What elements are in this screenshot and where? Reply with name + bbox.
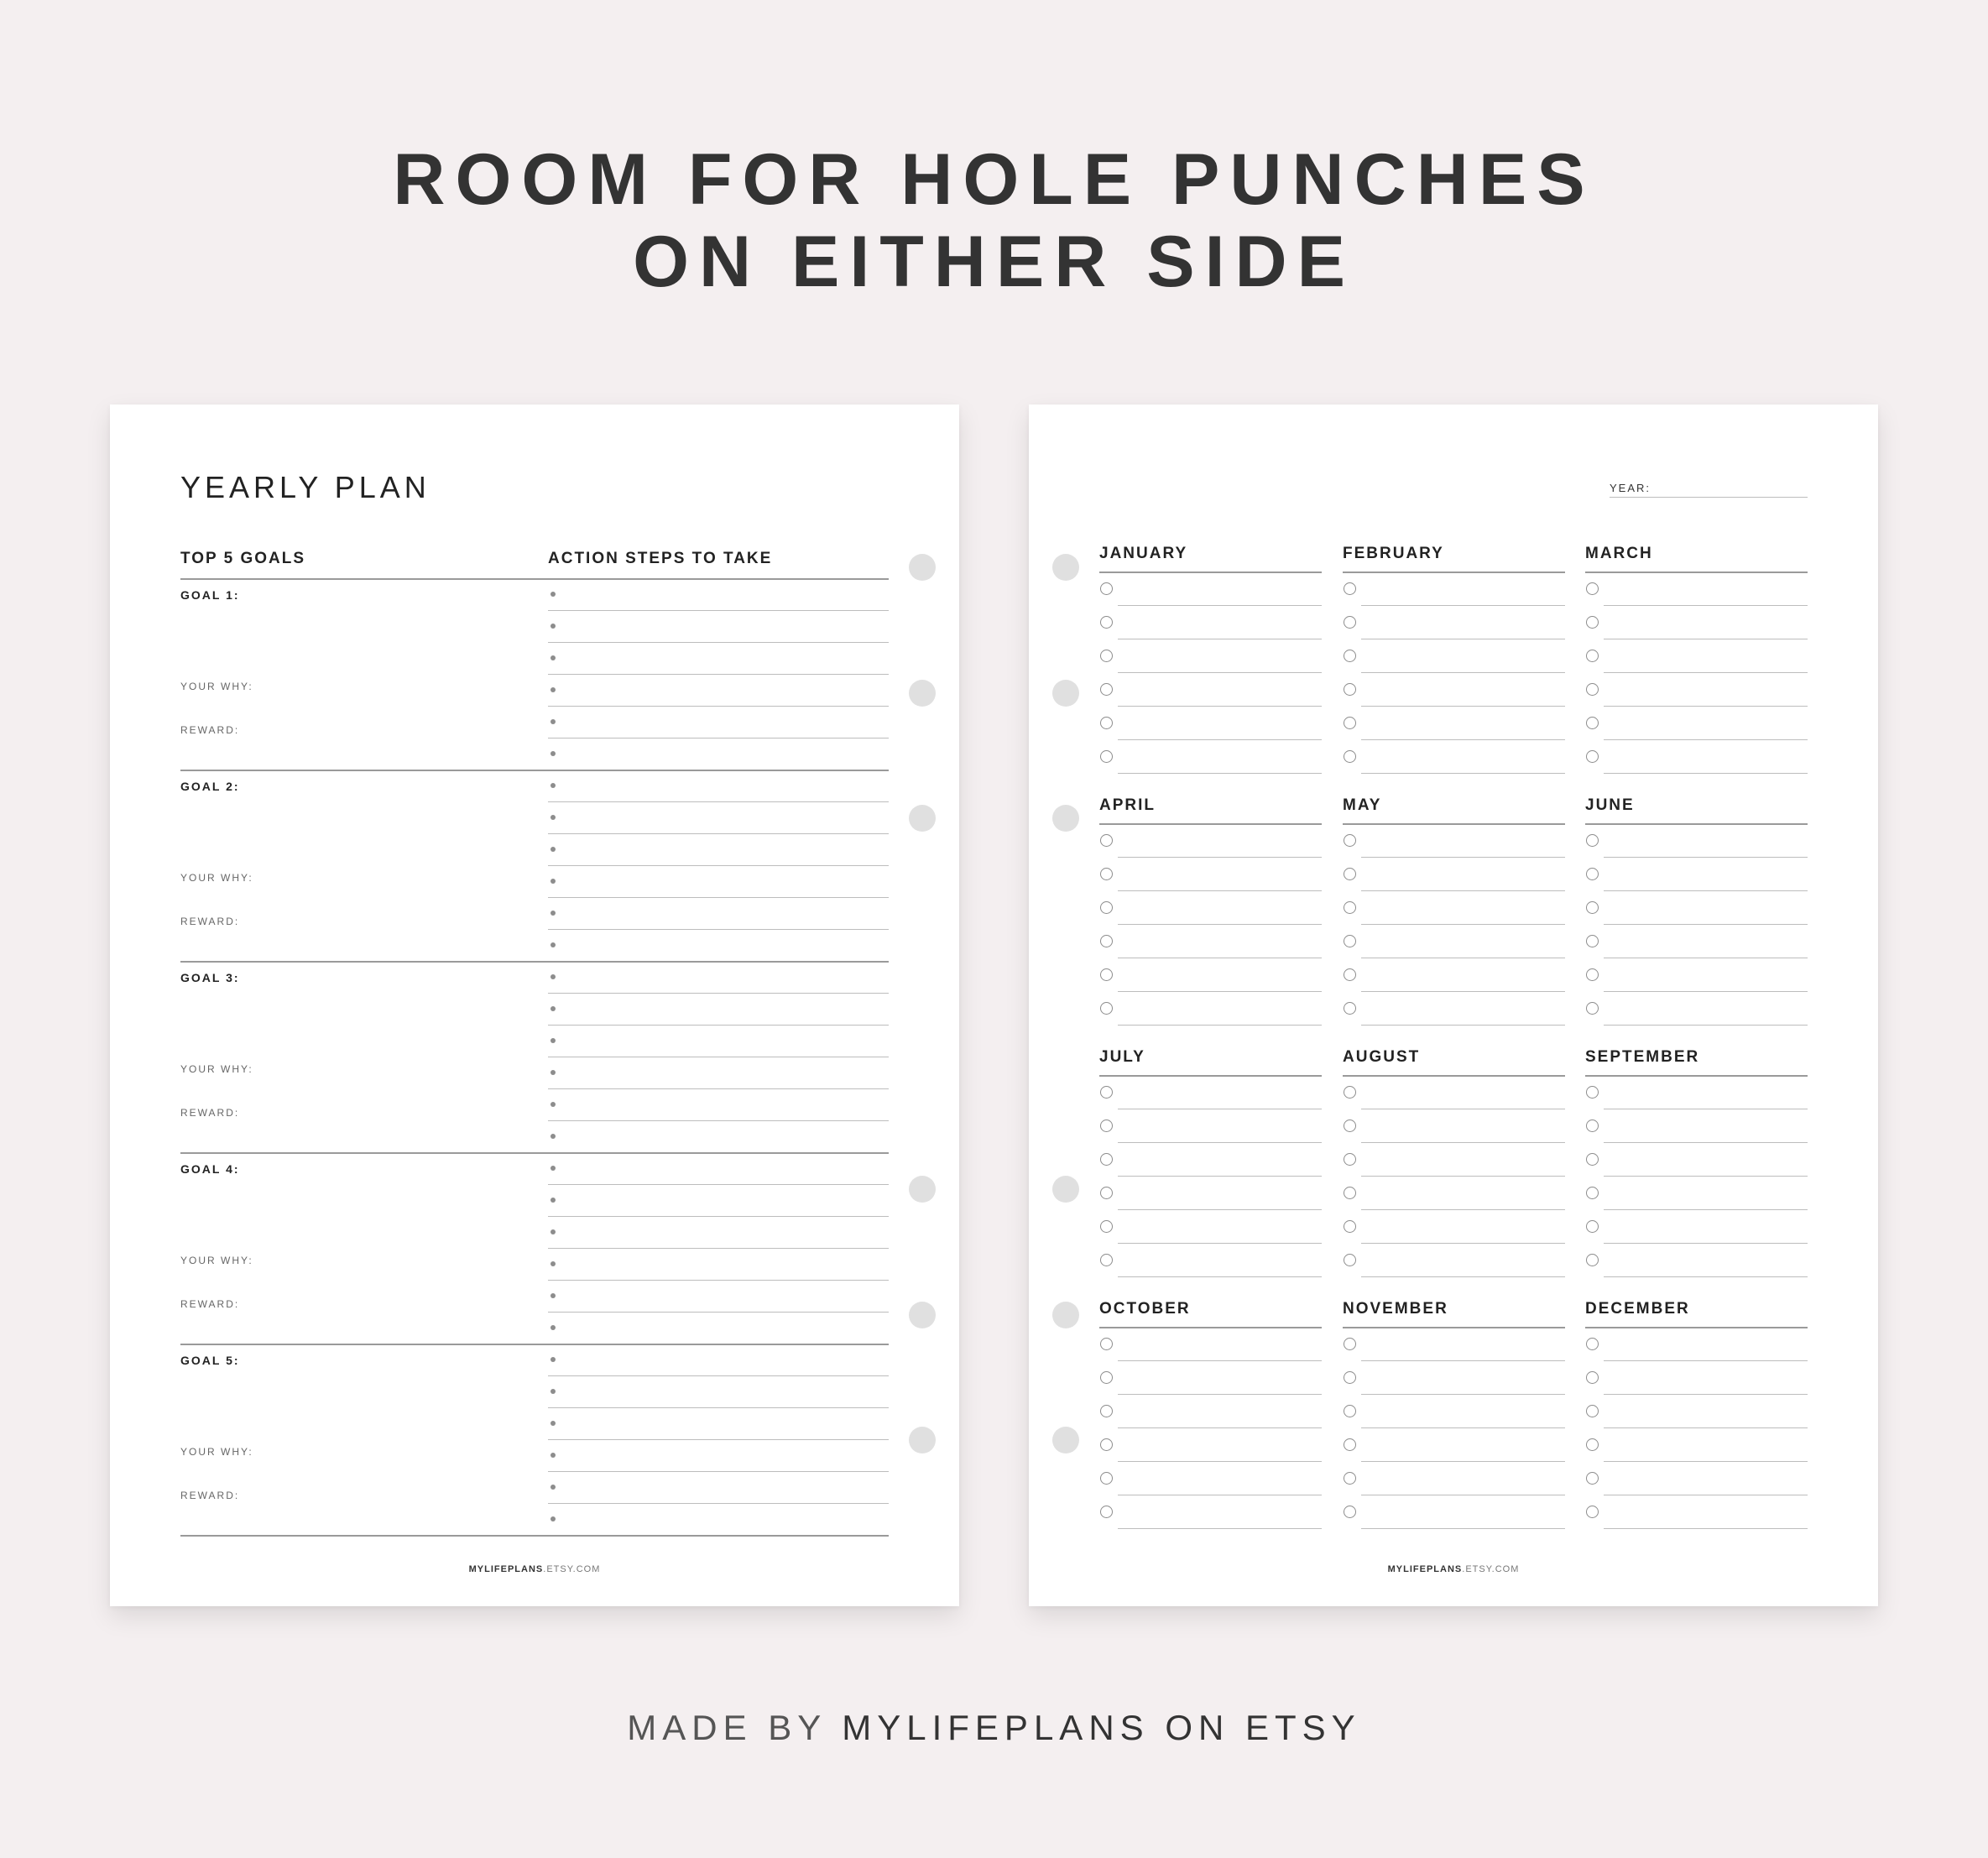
action-step-line[interactable] <box>548 929 889 930</box>
checkbox-circle-icon[interactable] <box>1586 1338 1599 1350</box>
task-line[interactable] <box>1361 924 1565 925</box>
action-step-line[interactable] <box>548 706 889 707</box>
reward-label: REWARD: <box>180 1490 240 1501</box>
goal-divider <box>180 1344 889 1345</box>
checkbox-circle-icon[interactable] <box>1586 717 1599 729</box>
task-line[interactable] <box>1361 1394 1565 1395</box>
bullet-icon <box>550 1261 556 1266</box>
checkbox-circle-icon[interactable] <box>1344 901 1356 914</box>
month-header: AUGUST <box>1343 1048 1421 1066</box>
checkbox-circle-icon[interactable] <box>1586 1153 1599 1166</box>
task-line[interactable] <box>1604 1394 1808 1395</box>
yearly-plan-page <box>110 404 959 1606</box>
punch-hole-icon <box>1052 1427 1079 1454</box>
checkbox-circle-icon[interactable] <box>1344 1438 1356 1451</box>
task-line[interactable] <box>1118 773 1322 774</box>
month-rule <box>1343 1327 1565 1328</box>
task-line[interactable] <box>1118 706 1322 707</box>
punch-hole-icon <box>909 680 936 707</box>
bullet-icon <box>550 655 556 660</box>
task-line[interactable] <box>1604 1461 1808 1462</box>
task-line[interactable] <box>1361 1528 1565 1529</box>
task-line[interactable] <box>1118 1276 1322 1277</box>
task-line[interactable] <box>1118 991 1322 992</box>
bullet-icon <box>550 624 556 629</box>
task-line[interactable] <box>1604 773 1808 774</box>
task-line[interactable] <box>1361 1427 1565 1428</box>
credit-prefix: MADE BY <box>627 1708 843 1747</box>
month-rule <box>1343 823 1565 825</box>
task-line[interactable] <box>1361 857 1565 858</box>
credit-line <box>0 1708 1988 1748</box>
month-header: APRIL <box>1099 796 1156 814</box>
task-line[interactable] <box>1604 1360 1808 1361</box>
task-line[interactable] <box>1118 1360 1322 1361</box>
task-line[interactable] <box>1361 1142 1565 1143</box>
goal-label: GOAL 2: <box>180 780 240 793</box>
goal-label: GOAL 3: <box>180 971 240 984</box>
task-line[interactable] <box>1604 706 1808 707</box>
punch-hole-icon <box>1052 554 1079 581</box>
bullet-icon <box>550 1293 556 1298</box>
page-footer <box>1029 1564 1878 1574</box>
checkbox-circle-icon[interactable] <box>1586 1438 1599 1451</box>
checkbox-circle-icon[interactable] <box>1586 650 1599 662</box>
checkbox-circle-icon[interactable] <box>1586 868 1599 880</box>
task-line[interactable] <box>1604 739 1808 740</box>
bullet-icon <box>550 1166 556 1171</box>
task-line[interactable] <box>1604 1176 1808 1177</box>
month-header: FEBRUARY <box>1343 545 1444 562</box>
bullet-icon <box>550 1516 556 1521</box>
checkbox-circle-icon[interactable] <box>1586 750 1599 763</box>
task-line[interactable] <box>1361 773 1565 774</box>
bullet-icon <box>550 942 556 947</box>
month-header: MARCH <box>1585 545 1653 562</box>
checkbox-circle-icon[interactable] <box>1344 650 1356 662</box>
action-step-line[interactable] <box>548 1407 889 1408</box>
checkbox-circle-icon[interactable] <box>1100 1371 1113 1384</box>
month-rule <box>1099 1075 1322 1077</box>
task-line[interactable] <box>1604 991 1808 992</box>
checkbox-circle-icon[interactable] <box>1344 1187 1356 1199</box>
checkbox-circle-icon[interactable] <box>1586 935 1599 947</box>
year-field-line <box>1610 497 1808 498</box>
page-footer <box>110 1564 959 1574</box>
footer-domain: .ETSY.COM <box>543 1564 601 1574</box>
bullet-icon <box>550 783 556 788</box>
bullet-icon <box>550 1006 556 1011</box>
task-line[interactable] <box>1118 605 1322 606</box>
bullet-icon <box>550 1453 556 1458</box>
checkbox-circle-icon[interactable] <box>1344 683 1356 696</box>
reward-label: REWARD: <box>180 1298 240 1310</box>
checkbox-circle-icon[interactable] <box>1344 1153 1356 1166</box>
action-step-line[interactable] <box>548 833 889 834</box>
page-title: YEARLY PLAN <box>180 470 430 504</box>
checkbox-circle-icon[interactable] <box>1344 1506 1356 1518</box>
action-step-line[interactable] <box>548 1248 889 1249</box>
your-why-label: YOUR WHY: <box>180 1446 253 1458</box>
footer-brand: MYLIFEPLANS <box>468 1564 544 1574</box>
punch-hole-icon <box>1052 1176 1079 1203</box>
checkbox-circle-icon[interactable] <box>1586 834 1599 847</box>
header-rule <box>180 578 889 580</box>
reward-label: REWARD: <box>180 916 240 927</box>
month-header: NOVEMBER <box>1343 1300 1448 1318</box>
checkbox-circle-icon[interactable] <box>1586 968 1599 981</box>
checkbox-circle-icon[interactable] <box>1586 1506 1599 1518</box>
task-line[interactable] <box>1118 857 1322 858</box>
bullet-icon <box>550 1038 556 1043</box>
checkbox-circle-icon[interactable] <box>1344 1254 1356 1266</box>
task-line[interactable] <box>1604 857 1808 858</box>
checkbox-circle-icon[interactable] <box>1100 1506 1113 1518</box>
bullet-icon <box>550 719 556 724</box>
checkbox-circle-icon[interactable] <box>1100 1254 1113 1266</box>
your-why-label: YOUR WHY: <box>180 681 253 692</box>
action-step-line[interactable] <box>548 865 889 866</box>
task-line[interactable] <box>1604 890 1808 891</box>
goal-label: GOAL 1: <box>180 588 240 602</box>
task-line[interactable] <box>1361 890 1565 891</box>
task-line[interactable] <box>1604 1243 1808 1244</box>
action-step-line[interactable] <box>548 1088 889 1089</box>
checkbox-circle-icon[interactable] <box>1586 582 1599 595</box>
checkbox-circle-icon[interactable] <box>1344 750 1356 763</box>
task-line[interactable] <box>1604 1209 1808 1210</box>
task-line[interactable] <box>1118 890 1322 891</box>
month-header: JANUARY <box>1099 545 1188 562</box>
bullet-icon <box>550 751 556 756</box>
month-rule <box>1099 823 1322 825</box>
goal-divider <box>180 1535 889 1537</box>
monthly-goals-page <box>1029 404 1878 1606</box>
task-line[interactable] <box>1361 605 1565 606</box>
bullet-icon <box>550 847 556 852</box>
task-line[interactable] <box>1118 739 1322 740</box>
task-line[interactable] <box>1604 1025 1808 1026</box>
month-header: MAY <box>1343 796 1382 814</box>
checkbox-circle-icon[interactable] <box>1344 1338 1356 1350</box>
task-line[interactable] <box>1604 1528 1808 1529</box>
footer-brand: MYLIFEPLANS <box>1387 1564 1463 1574</box>
checkbox-circle-icon[interactable] <box>1100 1472 1113 1485</box>
month-header: OCTOBER <box>1099 1300 1191 1318</box>
month-rule <box>1343 571 1565 573</box>
action-step-line[interactable] <box>548 1120 889 1121</box>
task-line[interactable] <box>1361 1461 1565 1462</box>
task-line[interactable] <box>1604 1276 1808 1277</box>
checkbox-circle-icon[interactable] <box>1344 968 1356 981</box>
punch-hole-icon <box>909 1176 936 1203</box>
bullet-icon <box>550 1485 556 1490</box>
action-step-line[interactable] <box>548 610 889 611</box>
checkbox-circle-icon[interactable] <box>1344 1371 1356 1384</box>
task-line[interactable] <box>1604 1427 1808 1428</box>
checkbox-circle-icon[interactable] <box>1100 1119 1113 1132</box>
checkbox-circle-icon[interactable] <box>1100 683 1113 696</box>
action-step-line[interactable] <box>548 993 889 994</box>
punch-hole-icon <box>1052 805 1079 832</box>
month-header: JUNE <box>1585 796 1635 814</box>
month-rule <box>1099 1327 1322 1328</box>
task-line[interactable] <box>1118 1394 1322 1395</box>
checkbox-circle-icon[interactable] <box>1100 1438 1113 1451</box>
action-step-line[interactable] <box>548 1025 889 1026</box>
goal-label: GOAL 5: <box>180 1354 240 1367</box>
bullet-icon <box>550 1134 556 1139</box>
checkbox-circle-icon[interactable] <box>1344 834 1356 847</box>
month-rule <box>1585 1327 1808 1328</box>
task-line[interactable] <box>1604 1142 1808 1143</box>
checkbox-circle-icon[interactable] <box>1100 935 1113 947</box>
reward-label: REWARD: <box>180 724 240 736</box>
reward-label: REWARD: <box>180 1107 240 1119</box>
action-step-line[interactable] <box>548 1216 889 1217</box>
checkbox-circle-icon[interactable] <box>1344 1002 1356 1015</box>
action-step-line[interactable] <box>548 1439 889 1440</box>
headline <box>0 138 1988 303</box>
action-step-line[interactable] <box>548 1375 889 1376</box>
bullet-icon <box>550 1325 556 1330</box>
task-line[interactable] <box>1361 991 1565 992</box>
task-line[interactable] <box>1604 924 1808 925</box>
action-step-line[interactable] <box>548 1184 889 1185</box>
bullet-icon <box>550 1102 556 1107</box>
checkbox-circle-icon[interactable] <box>1100 750 1113 763</box>
checkbox-circle-icon[interactable] <box>1344 1119 1356 1132</box>
credit-brand: MYLIFEPLANS ON ETSY <box>842 1708 1361 1747</box>
checkbox-circle-icon[interactable] <box>1100 650 1113 662</box>
your-why-label: YOUR WHY: <box>180 872 253 884</box>
punch-hole-icon <box>1052 1302 1079 1328</box>
task-line[interactable] <box>1361 1176 1565 1177</box>
checkbox-circle-icon[interactable] <box>1344 616 1356 629</box>
bullet-icon <box>550 1070 556 1075</box>
bullet-icon <box>550 974 556 979</box>
month-rule <box>1585 823 1808 825</box>
checkbox-circle-icon[interactable] <box>1586 901 1599 914</box>
month-header: JULY <box>1099 1048 1145 1066</box>
action-steps-header: ACTION STEPS TO TAKE <box>548 550 773 567</box>
goal-divider <box>180 1152 889 1154</box>
checkbox-circle-icon[interactable] <box>1100 582 1113 595</box>
checkbox-circle-icon[interactable] <box>1586 1371 1599 1384</box>
task-line[interactable] <box>1361 1243 1565 1244</box>
checkbox-circle-icon[interactable] <box>1586 1220 1599 1233</box>
checkbox-circle-icon[interactable] <box>1100 1405 1113 1417</box>
action-step-line[interactable] <box>548 801 889 802</box>
checkbox-circle-icon[interactable] <box>1344 582 1356 595</box>
task-line[interactable] <box>1604 672 1808 673</box>
checkbox-circle-icon[interactable] <box>1586 683 1599 696</box>
checkbox-circle-icon[interactable] <box>1100 1338 1113 1350</box>
task-line[interactable] <box>1118 1243 1322 1244</box>
month-rule <box>1585 1075 1808 1077</box>
checkbox-circle-icon[interactable] <box>1586 616 1599 629</box>
checkbox-circle-icon[interactable] <box>1586 1405 1599 1417</box>
action-step-line[interactable] <box>548 1471 889 1472</box>
bullet-icon <box>550 592 556 597</box>
month-rule <box>1585 571 1808 573</box>
action-step-line[interactable] <box>548 674 889 675</box>
task-line[interactable] <box>1361 739 1565 740</box>
goal-label: GOAL 4: <box>180 1162 240 1176</box>
checkbox-circle-icon[interactable] <box>1344 1086 1356 1099</box>
checkbox-circle-icon[interactable] <box>1100 1086 1113 1099</box>
task-line[interactable] <box>1118 1142 1322 1143</box>
checkbox-circle-icon[interactable] <box>1100 901 1113 914</box>
bullet-icon <box>550 815 556 820</box>
checkbox-circle-icon[interactable] <box>1586 1472 1599 1485</box>
task-line[interactable] <box>1118 924 1322 925</box>
month-rule <box>1099 571 1322 573</box>
checkbox-circle-icon[interactable] <box>1100 1002 1113 1015</box>
checkbox-circle-icon[interactable] <box>1586 1002 1599 1015</box>
action-step-line[interactable] <box>548 897 889 898</box>
year-label: YEAR: <box>1610 482 1651 494</box>
checkbox-circle-icon[interactable] <box>1100 717 1113 729</box>
punch-hole-icon <box>1052 680 1079 707</box>
task-line[interactable] <box>1118 1427 1322 1428</box>
bullet-icon <box>550 1389 556 1394</box>
task-line[interactable] <box>1118 1025 1322 1026</box>
checkbox-circle-icon[interactable] <box>1344 1405 1356 1417</box>
task-line[interactable] <box>1361 1360 1565 1361</box>
checkbox-circle-icon[interactable] <box>1586 1187 1599 1199</box>
month-rule <box>1343 1075 1565 1077</box>
checkbox-circle-icon[interactable] <box>1344 1220 1356 1233</box>
checkbox-circle-icon[interactable] <box>1586 1119 1599 1132</box>
footer-domain: .ETSY.COM <box>1462 1564 1520 1574</box>
punch-hole-icon <box>909 1427 936 1454</box>
action-step-line[interactable] <box>548 738 889 739</box>
task-line[interactable] <box>1361 672 1565 673</box>
goal-divider <box>180 961 889 963</box>
action-step-line[interactable] <box>548 642 889 643</box>
bullet-icon <box>550 1229 556 1234</box>
bullet-icon <box>550 1198 556 1203</box>
top-goals-header: TOP 5 GOALS <box>180 550 306 567</box>
goal-divider <box>180 770 889 771</box>
task-line[interactable] <box>1604 605 1808 606</box>
punch-hole-icon <box>909 805 936 832</box>
headline-line-1: ROOM FOR HOLE PUNCHES <box>393 139 1595 220</box>
bullet-icon <box>550 911 556 916</box>
checkbox-circle-icon[interactable] <box>1344 717 1356 729</box>
checkbox-circle-icon[interactable] <box>1100 1220 1113 1233</box>
checkbox-circle-icon[interactable] <box>1100 616 1113 629</box>
task-line[interactable] <box>1361 1276 1565 1277</box>
checkbox-circle-icon[interactable] <box>1100 968 1113 981</box>
checkbox-circle-icon[interactable] <box>1344 935 1356 947</box>
checkbox-circle-icon[interactable] <box>1344 868 1356 880</box>
action-step-line[interactable] <box>548 1503 889 1504</box>
task-line[interactable] <box>1118 1528 1322 1529</box>
task-line[interactable] <box>1118 672 1322 673</box>
bullet-icon <box>550 879 556 884</box>
task-line[interactable] <box>1118 1209 1322 1210</box>
task-line[interactable] <box>1361 1209 1565 1210</box>
your-why-label: YOUR WHY: <box>180 1063 253 1075</box>
month-header: SEPTEMBER <box>1585 1048 1700 1066</box>
action-step-line[interactable] <box>548 1312 889 1313</box>
punch-hole-icon <box>909 1302 936 1328</box>
checkbox-circle-icon[interactable] <box>1344 1472 1356 1485</box>
action-step-line[interactable] <box>548 1280 889 1281</box>
checkbox-circle-icon[interactable] <box>1586 1086 1599 1099</box>
punch-hole-icon <box>909 554 936 581</box>
task-line[interactable] <box>1361 706 1565 707</box>
checkbox-circle-icon[interactable] <box>1100 834 1113 847</box>
task-line[interactable] <box>1118 1176 1322 1177</box>
checkbox-circle-icon[interactable] <box>1100 868 1113 880</box>
task-line[interactable] <box>1118 1461 1322 1462</box>
checkbox-circle-icon[interactable] <box>1100 1153 1113 1166</box>
bullet-icon <box>550 1421 556 1426</box>
checkbox-circle-icon[interactable] <box>1586 1254 1599 1266</box>
bullet-icon <box>550 687 556 692</box>
bullet-icon <box>550 1357 556 1362</box>
checkbox-circle-icon[interactable] <box>1100 1187 1113 1199</box>
month-header: DECEMBER <box>1585 1300 1690 1318</box>
your-why-label: YOUR WHY: <box>180 1255 253 1266</box>
task-line[interactable] <box>1361 1025 1565 1026</box>
headline-line-2: ON EITHER SIDE <box>633 222 1355 302</box>
